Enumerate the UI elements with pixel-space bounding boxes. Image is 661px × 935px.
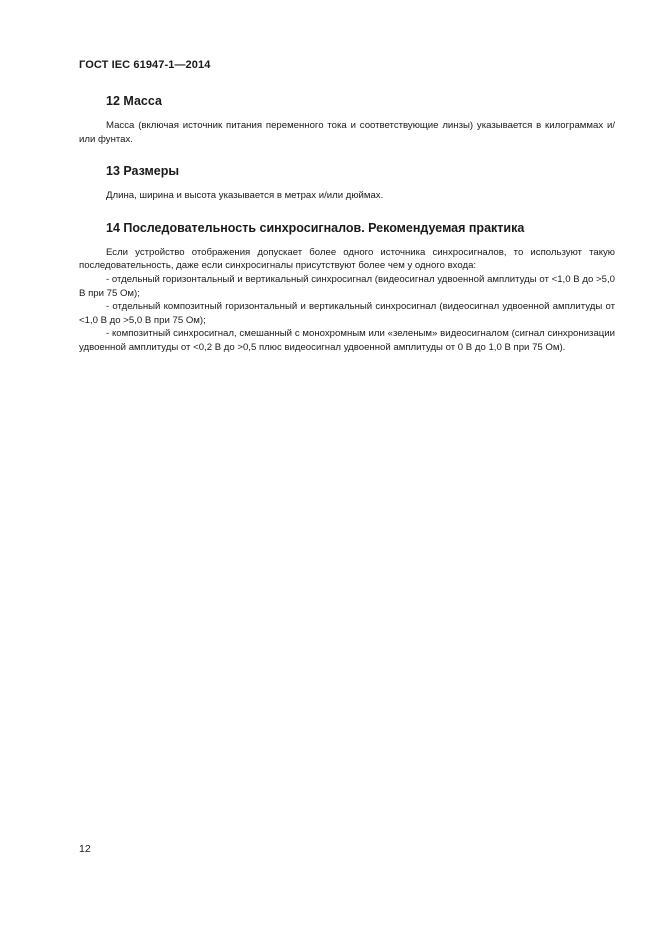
section-title: 12 Масса — [106, 94, 162, 108]
page-number: 12 — [79, 843, 91, 855]
section-paragraph: Если устройство отображения допускает более одного источника синхросигналов, то используют такую последовательность, даже если синхросигналы присутствуют более чем у одного входа: — [79, 246, 615, 272]
section-title: 13 Размеры — [106, 164, 180, 179]
page-content — [79, 90, 615, 355]
list-item: - отдельный горизонтальный и вертикальный синхросигнал (видеосигнал удвоенной амплитуды от <1,0 В до >5,0 В при 75 Ом); — [79, 273, 615, 299]
section-13-dimensions — [79, 163, 615, 203]
document-header: ГОСТ IEC 61947-1—2014 — [79, 59, 211, 71]
section-paragraph: Масса (включая источник питания переменного тока и соответствующие линзы) указывается в килограммах и/или фунтах. — [79, 120, 615, 145]
section-paragraph: Длина, ширина и высота указывается в метрах и/или дюймах. — [106, 190, 384, 202]
section-14-sync-sequence — [79, 220, 615, 355]
list-item: - композитный синхросигнал, смешанный с монохромным или «зеленым» видеосигналом (сигнал синхронизации удвоенной амплитуды от <0,2 В до >0,5 плюс видеосигнал удвоенной амплитуды от 0 В до 1,0 В при 75 Ом). — [79, 328, 615, 353]
section-title: 14 Последовательность синхросигналов. Рекомендуемая практика — [106, 220, 525, 235]
section-12-mass — [79, 93, 615, 146]
list-item: - отдельный композитный горизонтальный и вертикальный синхросигнал (видеосигнал удвоенной амплитуды от <1,0 В до >5,0 В при 75 Ом); — [79, 301, 615, 326]
